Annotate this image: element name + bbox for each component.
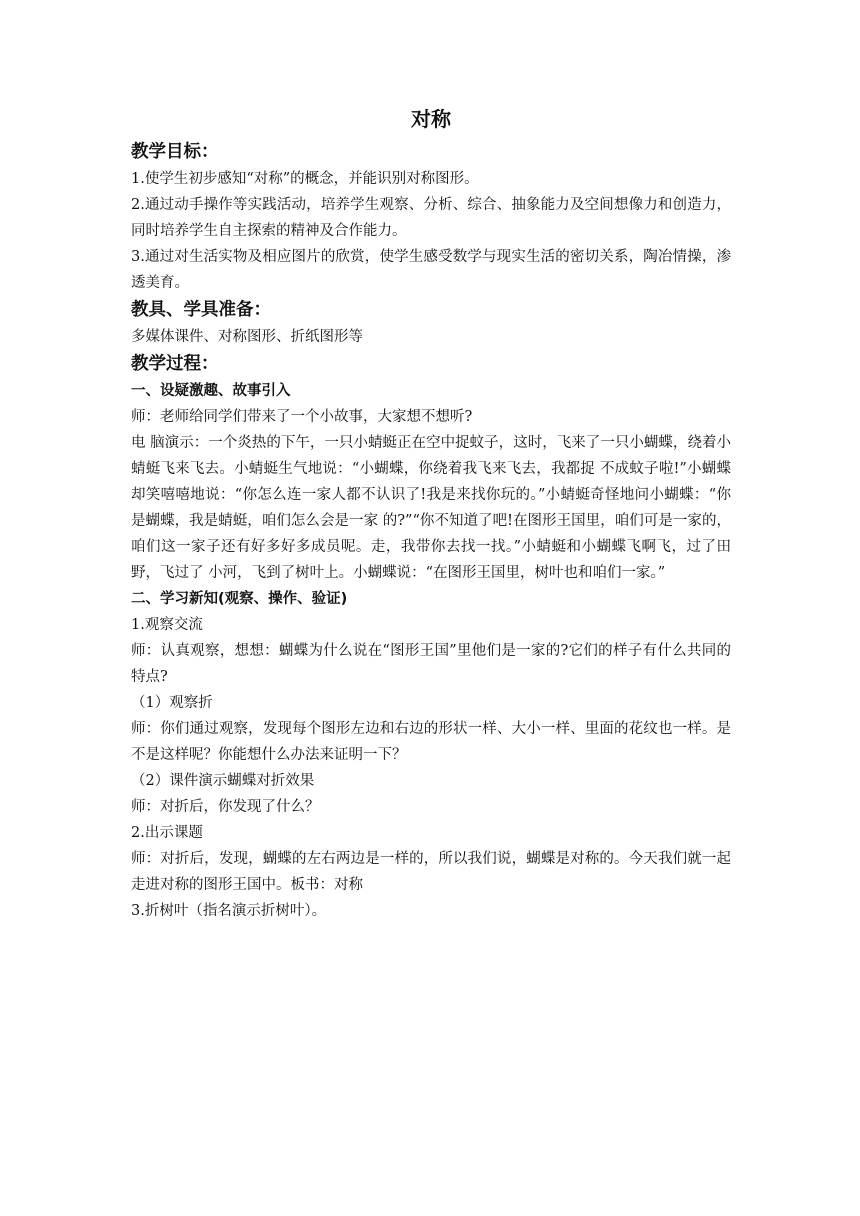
tools-text: 多媒体课件、对称图形、折纸图形等 xyxy=(131,329,363,345)
document-title: 对称 xyxy=(411,107,451,131)
process-heading: 教学过程： xyxy=(131,354,219,374)
goal-item: 1.使学生初步感知“对称”的概念，并能识别对称图形。 xyxy=(131,171,479,187)
tools-heading: 教具、学具准备： xyxy=(131,300,271,320)
paragraph: 师：老师给同学们带来了一个小故事，大家想不想听? xyxy=(131,409,473,425)
paragraph: （1）观察折 xyxy=(131,695,213,711)
paragraph: 2.出示课题 xyxy=(131,825,203,841)
paragraph: 师：认真观察，想想：蝴蝶为什么说在“图形王国”里他们是一家的?它们的样子有什么共同的特点? xyxy=(131,643,731,685)
paragraph: 师：对折后，你发现了什么？ xyxy=(131,799,320,815)
paragraph: （2）课件演示蝴蝶对折效果 xyxy=(131,773,315,789)
part1-heading: 一、设疑激趣、故事引入 xyxy=(131,383,291,399)
paragraph: 师：对折后，发现，蝴蝶的左右两边是一样的，所以我们说，蝴蝶是对称的。今天我们就一起走进对称的图形王国中。板书：对称 xyxy=(131,851,731,893)
goal-item: 2.通过动手操作等实践活动，培养学生观察、分析、综合、抽象能力及空间想像力和创造力，同时培养学生自主探索的精神及合作能力。 xyxy=(131,197,731,239)
part2-heading: 二、学习新知(观察、操作、验证) xyxy=(131,591,348,607)
document-page xyxy=(131,104,731,924)
paragraph: 3.折树叶（指名演示折树叶）。 xyxy=(131,903,327,919)
story-paragraph: 电 脑演示：一个炎热的下午，一只小蜻蜓正在空中捉蚊子，这时，飞来了一只小蝴蝶，绕着小蜻蜓飞来飞去。小蜻蜓生气地说：“小蝴蝶，你绕着我飞来飞去，我都捉 不成蚊子啦!”小蝴蝶却笑嘻嘻地说：“你怎么连一家人都不认识了!我是来找你玩的。”小蜻蜓奇怪地问小蝴蝶：“你是蝴蝶，我是蜻蜓，咱们怎么会是一家 的?”“你不知道了吧!在图形王国里，咱们可是一家的，咱们这一家子还有好多好多成员呢。走，我带你去找一找。”小蜻蜓和小蝴蝶飞啊飞，过了田野，飞过了 小河，飞到了树叶上。小蝴蝶说：“在图形王国里，树叶也和咱们一家。” xyxy=(131,435,731,581)
goal-item: 3.通过对生活实物及相应图片的欣赏，使学生感受数学与现实生活的密切关系，陶冶情操，渗透美育。 xyxy=(131,249,731,291)
paragraph: 1.观察交流 xyxy=(131,617,203,633)
goals-heading: 教学目标： xyxy=(131,142,219,162)
paragraph: 师：你们通过观察，发现每个图形左边和右边的形状一样、大小一样、里面的花纹也一样。是不是这样呢？你能想什么办法来证明一下？ xyxy=(131,721,731,763)
